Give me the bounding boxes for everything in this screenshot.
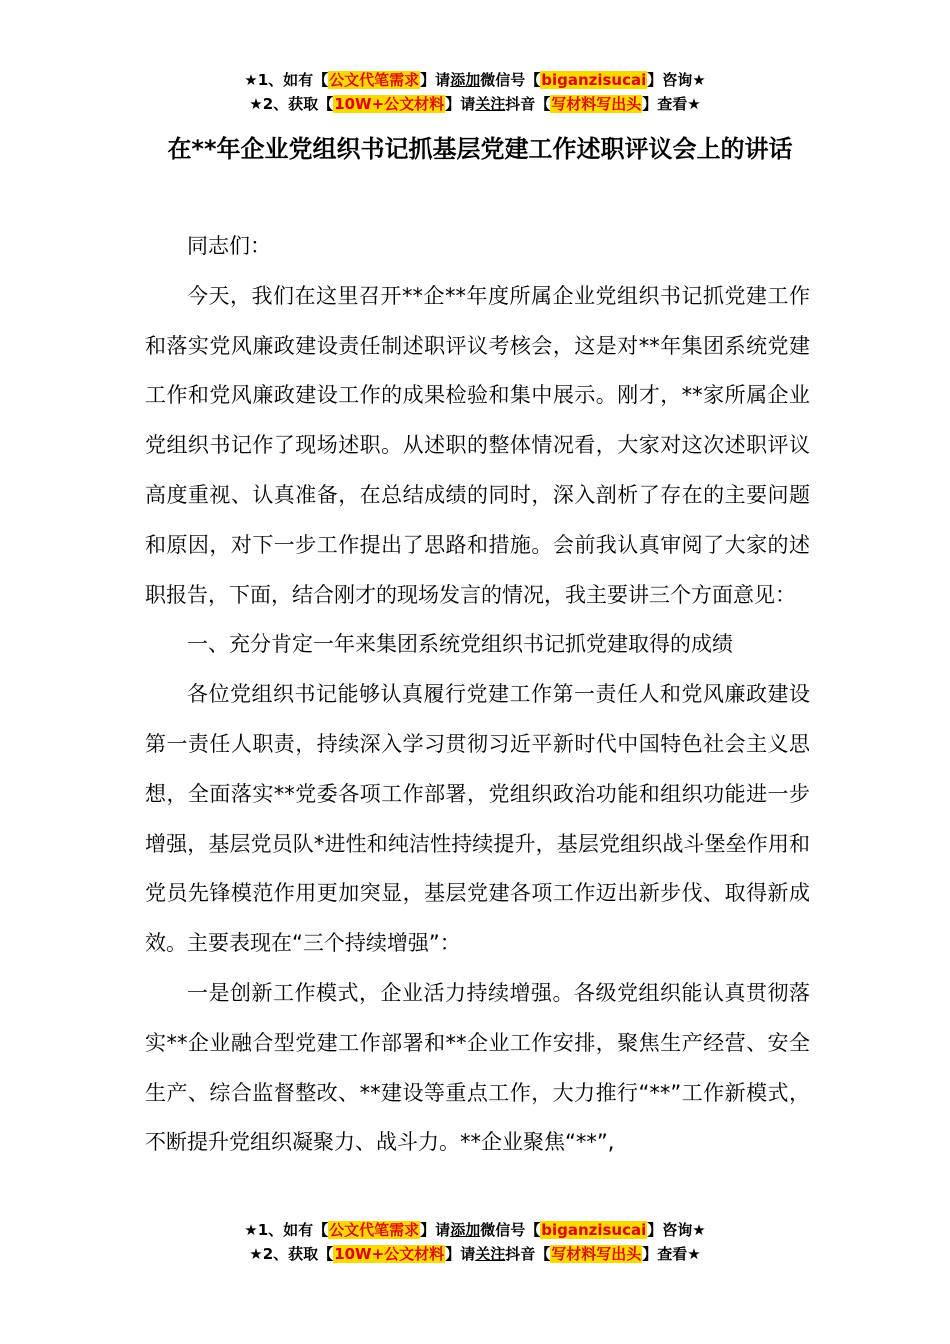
promo-highlight: 10W+公文材料 <box>334 1245 445 1263</box>
promo-text: 微信号【 <box>480 71 541 89</box>
promo-text: 抖音【 <box>505 1245 551 1263</box>
promo-text: 】请 <box>445 95 476 113</box>
promo-line-1 <box>0 68 950 92</box>
document-title: 在**年企业党组织书记抓基层党建工作述职评议会上的讲话 <box>167 135 793 163</box>
promo-highlight: biganzisucai <box>541 71 647 89</box>
promo-text: ★2、获取【 <box>249 95 334 113</box>
promo-line-2 <box>0 1242 950 1266</box>
promo-line-1 <box>0 1218 950 1242</box>
section-heading: 一、充分肯定一年来集团系统党组织书记抓党建取得的成绩 <box>187 632 733 657</box>
promo-highlight: 公文代笔需求 <box>329 71 420 89</box>
promo-text: 】请 <box>445 1245 476 1263</box>
promo-underlined-text: 关注 <box>475 95 506 113</box>
promo-text: 】咨询★ <box>647 71 706 89</box>
body-paragraph: 今天，我们在这里召开**企**年度所属企业党组织书记抓党建工作和落实党风廉政建设责任制述职评议考核会，这是对**年集团系统党建工作和党风廉政建设工作的成果检验和集中展示。刚才，**家所属企业党组织书记作了现场述职。从述职的整体情况看，大家对这次述职评议高度重视、认真准备，在总结成绩的同时，深入剖析了存在的主要问题和原因，对下一步工作提出了思路和措施。会前我认真审阅了大家的述职报告，下面，结合刚才的现场发言的情况，我主要讲三个方面意见： <box>145 283 810 607</box>
promo-text: 】请 <box>420 71 451 89</box>
body-paragraph: 各位党组织书记能够认真履行党建工作第一责任人和党风廉政建设第一责任人职责，持续深入学习贯彻习近平新时代中国特色社会主义思想，全面落实**党委各项工作部署，党组织政治功能和组织功能进一步增强，基层党员队*进性和纯洁性持续提升，基层党组织战斗堡垒作用和党员先锋模范作用更加突显，基层党建各项工作迈出新步伐、取得新成效。主要表现在“三个持续增强”： <box>145 682 810 956</box>
salutation: 同志们： <box>187 234 271 258</box>
promo-text: 微信号【 <box>480 1221 541 1239</box>
promo-text: 】查看★ <box>642 95 701 113</box>
promo-text: ★1、如有【 <box>244 1221 329 1239</box>
promo-highlight: 写材料写出头 <box>551 1245 642 1263</box>
promo-underlined-text: 添加 <box>450 1221 481 1239</box>
promo-underlined-text: 关注 <box>475 1245 506 1263</box>
promo-highlight: 公文代笔需求 <box>329 1221 420 1239</box>
promo-text: 抖音【 <box>505 95 551 113</box>
promo-underlined-text: 添加 <box>450 71 481 89</box>
promo-highlight: 写材料写出头 <box>551 95 642 113</box>
promo-text: 】查看★ <box>642 1245 701 1263</box>
document-body <box>145 222 810 1168</box>
promo-text: ★2、获取【 <box>249 1245 334 1263</box>
promo-banner-top <box>0 68 950 116</box>
promo-text: 】请 <box>420 1221 451 1239</box>
promo-line-2 <box>0 92 950 116</box>
body-paragraph: 一是创新工作模式，企业活力持续增强。各级党组织能认真贯彻落实**企业融合型党建工作部署和**企业工作安排，聚焦生产经营、安全生产、综合监督整改、**建设等重点工作，大力推行“**”工作新模式，不断提升党组织凝聚力、战斗力。**企业聚焦“**”, <box>145 980 810 1155</box>
promo-banner-bottom <box>0 1218 950 1266</box>
promo-text: ★1、如有【 <box>244 71 329 89</box>
promo-highlight: biganzisucai <box>541 1221 647 1239</box>
promo-text: 】咨询★ <box>647 1221 706 1239</box>
promo-highlight: 10W+公文材料 <box>334 95 445 113</box>
